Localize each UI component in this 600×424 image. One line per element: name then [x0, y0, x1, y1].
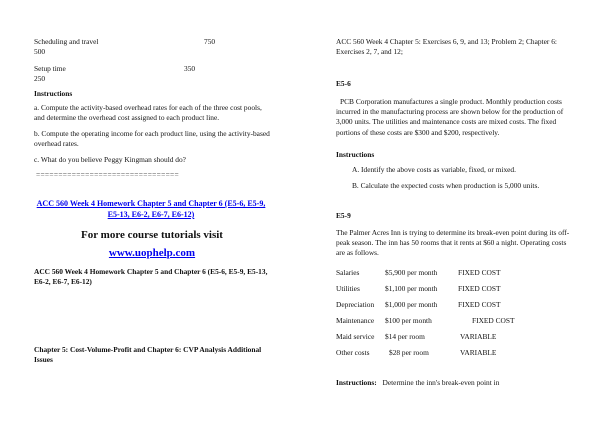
e56-heading: E5-6 — [336, 79, 351, 88]
course-link[interactable]: ACC 560 Week 4 Homework Chapter 5 and Chapter 6 (E5-6, E5-9, E5-13, E6-2, E6-7, E6-12) — [36, 199, 266, 220]
final-instructions — [336, 378, 499, 388]
homework-heading: ACC 560 Week 4 Homework Chapter 5 and Chapter 6 (E5-6, E5-9, E5-13, E6-2, E6-7, E6-12) — [34, 267, 268, 287]
cost-amount: $100 per month — [385, 316, 432, 325]
cost-type: VARIABLE — [460, 332, 497, 341]
cost-type: FIXED COST — [472, 316, 515, 325]
setup-value-1: 350 — [184, 64, 196, 73]
cost-amount: $14 per room — [385, 332, 425, 341]
cost-amount: $1,000 per month — [385, 300, 438, 309]
setup-label: Setup time — [34, 64, 66, 73]
chapter-heading: Chapter 5: Cost-Volume-Profit and Chapter 6: CVP Analysis Additional Issues — [34, 345, 262, 365]
e56-instruction-a: A. Identify the above costs as variable, fixed, or mixed. — [352, 165, 516, 174]
cost-type: FIXED COST — [458, 268, 501, 277]
cost-type: FIXED COST — [458, 284, 501, 293]
e56-text: PCB Corporation manufactures a single product. Monthly production costs incurred in the manufacturing process are shown below for the production of 3,000 units. The utilities and maintenance costs are mixed costs. The fixed portions of these costs are $300 and $200, respectively. — [336, 97, 564, 137]
final-instructions-label: Instructions: — [336, 378, 377, 387]
cost-label: Maintenance — [336, 316, 375, 325]
scheduling-value-2: 500 — [34, 47, 46, 56]
separator: ================================ — [36, 170, 179, 179]
instruction-b: b. Compute the operating income for each product line, using the activity-based overhead rates. — [34, 129, 270, 149]
scheduling-label: Scheduling and travel — [34, 37, 99, 46]
cost-label: Other costs — [336, 348, 370, 357]
e59-text: The Palmer Acres Inn is trying to determine its break-even point during its off-peak season. The inn has 50 rooms that it rents at $60 a night. Operating costs are as follows. — [336, 228, 570, 258]
instruction-a: a. Compute the activity-based overhead rates for each of the three cost pools, and determine the overhead cost assigned to each product line. — [34, 103, 262, 123]
cost-label: Utilities — [336, 284, 360, 293]
instruction-c: c. What do you believe Peggy Kingman should do? — [34, 155, 186, 164]
e56-instructions-heading: Instructions — [336, 150, 375, 159]
cost-type: FIXED COST — [458, 300, 501, 309]
e59-heading: E5-9 — [336, 211, 351, 220]
cost-amount: $1,100 per month — [385, 284, 438, 293]
instructions-heading: Instructions — [34, 89, 73, 98]
final-instructions-text: Determine the inn's break-even point in — [382, 378, 500, 387]
cost-label: Maid service — [336, 332, 375, 341]
cost-amount: $5,900 per month — [385, 268, 438, 277]
cost-label: Salaries — [336, 268, 360, 277]
cost-type: VARIABLE — [460, 348, 497, 357]
scheduling-value-1: 750 — [204, 37, 216, 46]
cost-label: Depreciation — [336, 300, 375, 309]
intro-text: ACC 560 Week 4 Chapter 5: Exercises 6, 9, and 13; Problem 2; Chapter 6: Exercises 2, 7, and 12; — [336, 37, 557, 57]
cost-amount: $28 per room — [389, 348, 429, 357]
setup-value-2: 250 — [34, 74, 46, 83]
site-link[interactable]: www.uophelp.com — [108, 247, 196, 259]
e56-instruction-b: B. Calculate the expected costs when production is 5,000 units. — [352, 181, 540, 190]
promo-text: For more course tutorials visit — [81, 229, 223, 241]
